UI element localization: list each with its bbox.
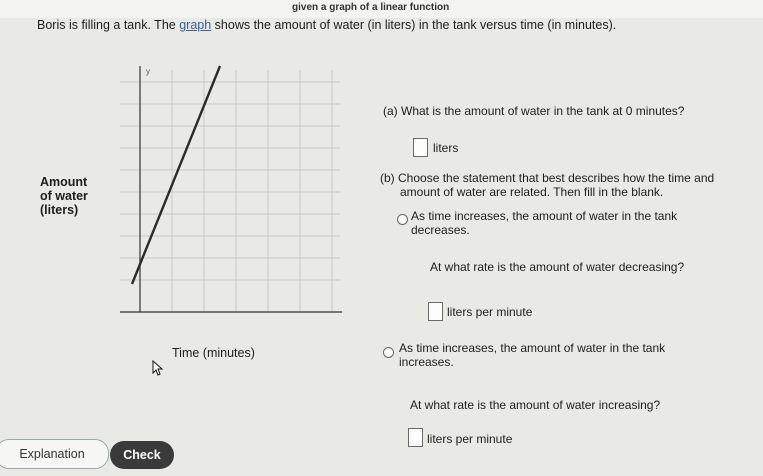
decreasing-rate-question: At what rate is the amount of water decreasing?	[430, 260, 685, 274]
mouse-cursor-icon	[152, 360, 164, 376]
option-decreases-radio[interactable]	[397, 214, 408, 225]
part-a-unit: liters	[433, 141, 459, 155]
decreasing-rate-unit: liters per minute	[447, 305, 533, 319]
increasing-rate-input[interactable]	[408, 428, 423, 447]
y-axis-letter: y	[146, 67, 150, 76]
x-axis-label: Time (minutes)	[172, 346, 255, 360]
option-increases-line1: As time increases, the amount of water in the tank	[399, 341, 666, 355]
explanation-button[interactable]: Explanation	[0, 439, 109, 469]
part-a-question: (a) What is the amount of water in the tank at 0 minutes?	[383, 104, 685, 118]
y-axis-label: Amount of water (liters)	[40, 175, 88, 217]
option-decreases-line1: As time increases, the amount of water in the tank	[411, 209, 678, 223]
increasing-rate-unit: liters per minute	[427, 432, 513, 446]
grid-lines	[120, 70, 340, 312]
increasing-rate-question: At what rate is the amount of water increasing?	[410, 398, 661, 412]
option-decreases-line2: decreases.	[411, 223, 470, 237]
check-button[interactable]: Check	[110, 441, 174, 469]
linear-graph	[110, 62, 350, 332]
option-increases-line2: increases.	[399, 355, 454, 369]
topic-title: given a graph of a linear function	[292, 2, 450, 13]
part-a-answer-input[interactable]	[413, 138, 428, 157]
linear-function-line	[132, 66, 220, 284]
part-b-question-line2: amount of water are related. Then fill in the blank.	[400, 185, 664, 199]
graph-link[interactable]: graph	[179, 18, 212, 32]
part-b-question-line1: (b) Choose the statement that best describes how the time and	[380, 171, 715, 185]
top-bar	[0, 0, 763, 18]
option-increases-radio[interactable]	[383, 347, 394, 358]
intro-text-before: Boris is filling a tank. The	[37, 18, 180, 32]
problem-intro	[37, 18, 616, 32]
decreasing-rate-input[interactable]	[428, 302, 443, 321]
intro-text-after: shows the amount of water (in liters) in the tank versus time (in minutes).	[211, 18, 617, 32]
